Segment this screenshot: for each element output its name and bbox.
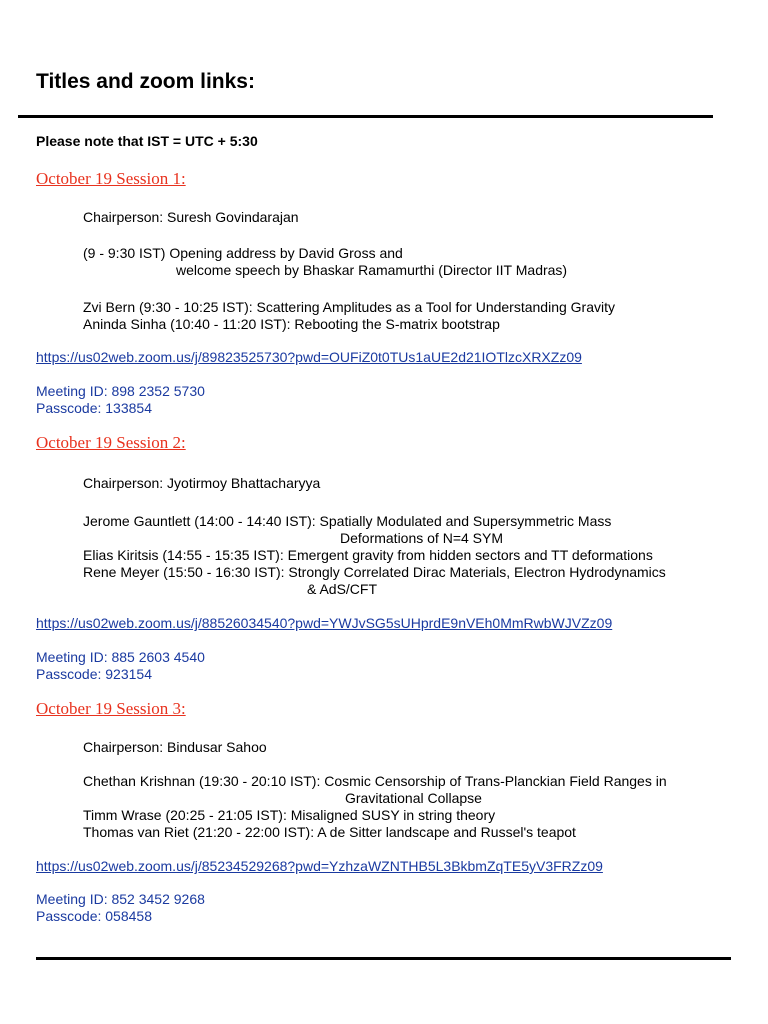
session-2-meeting-id: Meeting ID: 885 2603 4540: [36, 649, 205, 665]
session-3-heading: October 19 Session 3:: [36, 699, 186, 718]
session-1-passcode: Passcode: 133854: [36, 400, 152, 416]
session-2-chair: Chairperson: Jyotirmoy Bhattacharyya: [83, 475, 321, 491]
session-1-talk: (9 - 9:30 IST) Opening address by David Gross and: [83, 245, 403, 261]
session-2-talk: & AdS/CFT: [307, 581, 378, 597]
session-3-talk: Gravitational Collapse: [345, 790, 482, 806]
bottom-divider: [36, 957, 731, 960]
timezone-note: Please note that IST = UTC + 5:30: [36, 133, 258, 149]
session-2-talk: Rene Meyer (15:50 - 16:30 IST): Strongly Correlated Dirac Materials, Electron Hydrodynamics: [83, 564, 666, 580]
top-divider: [18, 115, 713, 118]
session-1-zoom-link[interactable]: https://us02web.zoom.us/j/89823525730?pwd=OUFiZ0t0TUs1aUE2d21IOTlzcXRXZz09: [36, 349, 582, 365]
session-1-talk: welcome speech by Bhaskar Ramamurthi (Director IIT Madras): [176, 262, 568, 278]
session-3-chair: Chairperson: Bindusar Sahoo: [83, 739, 267, 755]
session-2-talk: Elias Kiritsis (14:55 - 15:35 IST): Emergent gravity from hidden sectors and TT deformations: [83, 547, 653, 563]
page-title: Titles and zoom links:: [36, 70, 255, 93]
session-1-heading: October 19 Session 1:: [36, 169, 186, 188]
session-2-heading: October 19 Session 2:: [36, 433, 186, 452]
session-2-zoom-link[interactable]: https://us02web.zoom.us/j/88526034540?pwd=YWJvSG5sUHprdE9nVEh0MmRwbWJVZz09: [36, 615, 613, 631]
session-2-talk: Jerome Gauntlett (14:00 - 14:40 IST): Spatially Modulated and Supersymmetric Mass: [83, 513, 612, 529]
session-3-talk: Chethan Krishnan (19:30 - 20:10 IST): Cosmic Censorship of Trans-Planckian Field Ranges in: [83, 773, 667, 789]
session-1-talk: Zvi Bern (9:30 - 10:25 IST): Scattering Amplitudes as a Tool for Understanding Gravity: [83, 299, 615, 315]
session-3-passcode: Passcode: 058458: [36, 908, 152, 924]
session-2-passcode: Passcode: 923154: [36, 666, 152, 682]
session-1-talk: Aninda Sinha (10:40 - 11:20 IST): Rebooting the S-matrix bootstrap: [83, 316, 500, 332]
session-3-zoom-link[interactable]: https://us02web.zoom.us/j/85234529268?pwd=YzhzaWZNTHB5L3BkbmZqTE5yV3FRZz09: [36, 858, 603, 874]
session-3-meeting-id: Meeting ID: 852 3452 9268: [36, 891, 205, 907]
session-1-chair: Chairperson: Suresh Govindarajan: [83, 209, 299, 225]
session-3-talk: Thomas van Riet (21:20 - 22:00 IST): A de Sitter landscape and Russel's teapot: [83, 824, 576, 840]
session-2-talk: Deformations of N=4 SYM: [340, 530, 504, 546]
session-1-meeting-id: Meeting ID: 898 2352 5730: [36, 383, 205, 399]
session-3-talk: Timm Wrase (20:25 - 21:05 IST): Misaligned SUSY in string theory: [83, 807, 496, 823]
